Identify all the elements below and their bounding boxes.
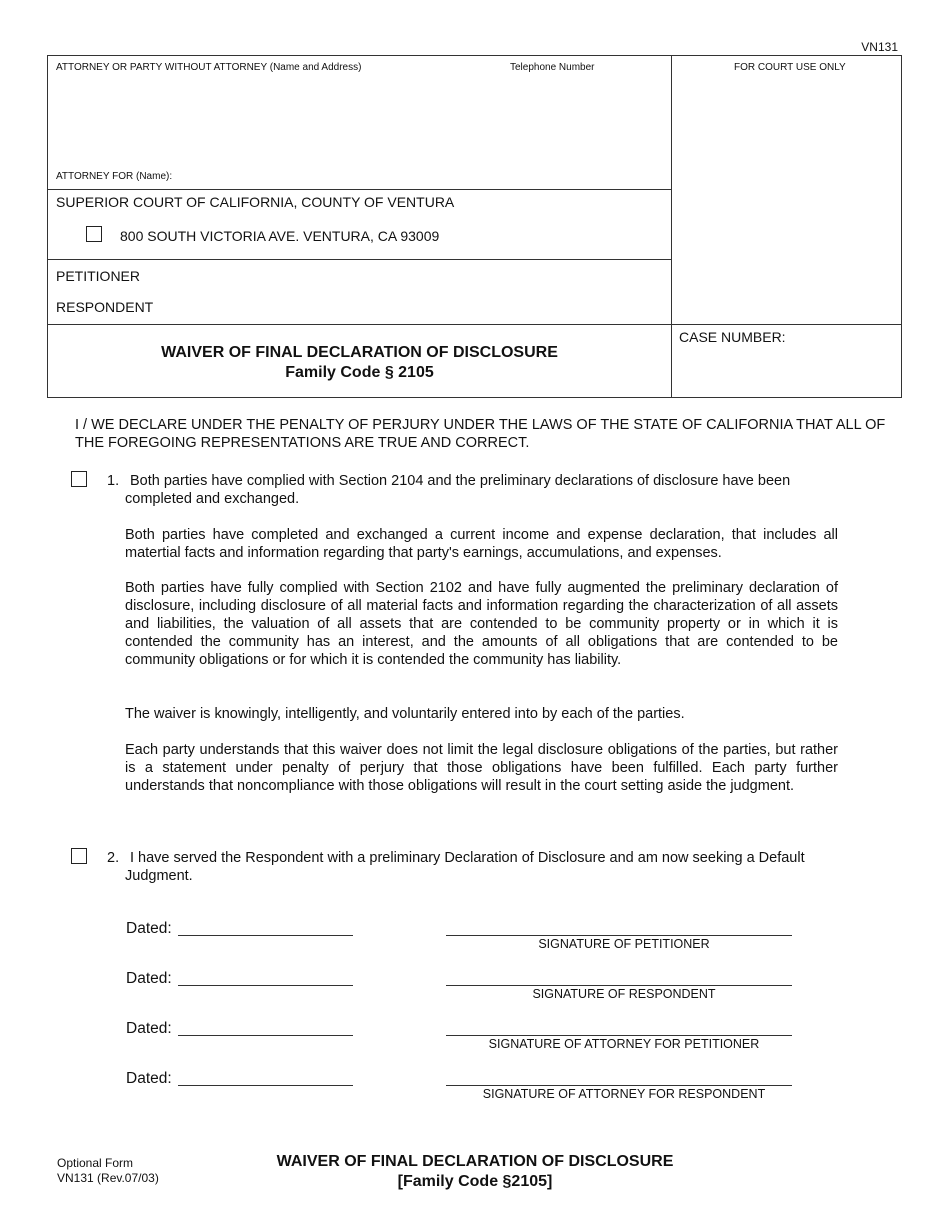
petitioner-label: PETITIONER — [56, 268, 141, 284]
signature-line[interactable] — [446, 985, 792, 986]
dated-field[interactable] — [178, 935, 353, 936]
item1-paragraph: Each party understands that this waiver does not limit the legal disclosure obligations of the parties, but rather is a statement under penalty of perjury that those obligations have been fulfilled. Each party further understands that noncompliance with those obligations will result in the court setting aside the judgment. — [125, 742, 838, 794]
signature-line[interactable] — [446, 1085, 792, 1086]
item2-text: I have served the Respondent with a preliminary Declaration of Disclosure and am now seeking a Default Judgment. — [125, 850, 805, 884]
signature-caption: SIGNATURE OF ATTORNEY FOR PETITIONER — [488, 1037, 760, 1051]
dated-field[interactable] — [178, 1035, 353, 1036]
form-subtitle: Family Code § 2105 — [285, 364, 434, 381]
dated-field[interactable] — [178, 985, 353, 986]
attorney-for-label: ATTORNEY FOR (Name): — [56, 171, 173, 182]
form-title: WAIVER OF FINAL DECLARATION OF DISCLOSURE — [161, 344, 558, 361]
form-number-top: VN131 — [861, 40, 898, 54]
signature-caption: SIGNATURE OF PETITIONER — [538, 937, 710, 951]
item1-number: 1. — [107, 473, 120, 489]
attorney-label: ATTORNEY OR PARTY WITHOUT ATTORNEY (Name and Address) — [56, 62, 362, 73]
divider — [48, 324, 901, 325]
court-address: 800 SOUTH VICTORIA AVE. VENTURA, CA 93009 — [120, 228, 440, 244]
divider — [48, 259, 671, 260]
attorney-name-address-field[interactable] — [56, 70, 664, 170]
item1-paragraph: The waiver is knowingly, intelligently, and voluntarily entered into by each of the parties. — [125, 706, 685, 722]
item1-paragraph: Both parties have completed and exchanged a current income and expense declaration, that includes all matertial facts and information regarding that party's earnings, accumulations, and expenses. — [125, 527, 838, 561]
case-number-label: CASE NUMBER: — [679, 329, 786, 345]
item1-paragraph: Both parties have fully complied with Section 2102 and have fully augmented the preliminary declaration of disclosure, including disclosure of all material facts and information regarding the characterization of all assets and liabilities, the valuation of all assets that are contended to be community property or in which it is contended the community has an interest, and the amounts of all obligations that are contended to be community obligations or for which it is contended the community has liability. — [125, 580, 838, 668]
dated-label: Dated: — [126, 970, 172, 987]
court-address-checkbox[interactable] — [86, 226, 102, 242]
court-use-label: FOR COURT USE ONLY — [734, 62, 846, 73]
signature-line[interactable] — [446, 935, 792, 936]
signature-caption: SIGNATURE OF RESPONDENT — [532, 987, 716, 1001]
dated-label: Dated: — [126, 1020, 172, 1037]
form-revision: VN131 (Rev.07/03) — [57, 1171, 159, 1185]
footer-title: WAIVER OF FINAL DECLARATION OF DISCLOSURE — [276, 1153, 674, 1170]
court-name: SUPERIOR COURT OF CALIFORNIA, COUNTY OF VENTURA — [56, 194, 455, 210]
item2-checkbox[interactable] — [71, 848, 87, 864]
telephone-label: Telephone Number — [510, 62, 595, 73]
footer-subtitle: [Family Code §2105] — [397, 1173, 553, 1190]
divider — [48, 189, 671, 190]
respondent-label: RESPONDENT — [56, 299, 154, 315]
perjury-declaration: I / WE DECLARE UNDER THE PENALTY OF PERJURY UNDER THE LAWS OF THE STATE OF CALIFORNIA THAT ALL OF THE FOREGOING REPRESENTATIONS ARE TRUE AND CORRECT. — [75, 417, 886, 451]
caption-divider — [671, 56, 672, 397]
item2-number: 2. — [107, 850, 120, 866]
item1-text: Both parties have complied with Section 2104 and the preliminary declarations of disclosure have been completed and exchanged. — [125, 473, 791, 507]
dated-field[interactable] — [178, 1085, 353, 1086]
caption-box — [47, 55, 902, 398]
dated-label: Dated: — [126, 920, 172, 937]
dated-label: Dated: — [126, 1070, 172, 1087]
signature-caption: SIGNATURE OF ATTORNEY FOR RESPONDENT — [482, 1087, 766, 1101]
signature-line[interactable] — [446, 1035, 792, 1036]
item1-checkbox[interactable] — [71, 471, 87, 487]
optional-form-label: Optional Form — [57, 1156, 134, 1170]
